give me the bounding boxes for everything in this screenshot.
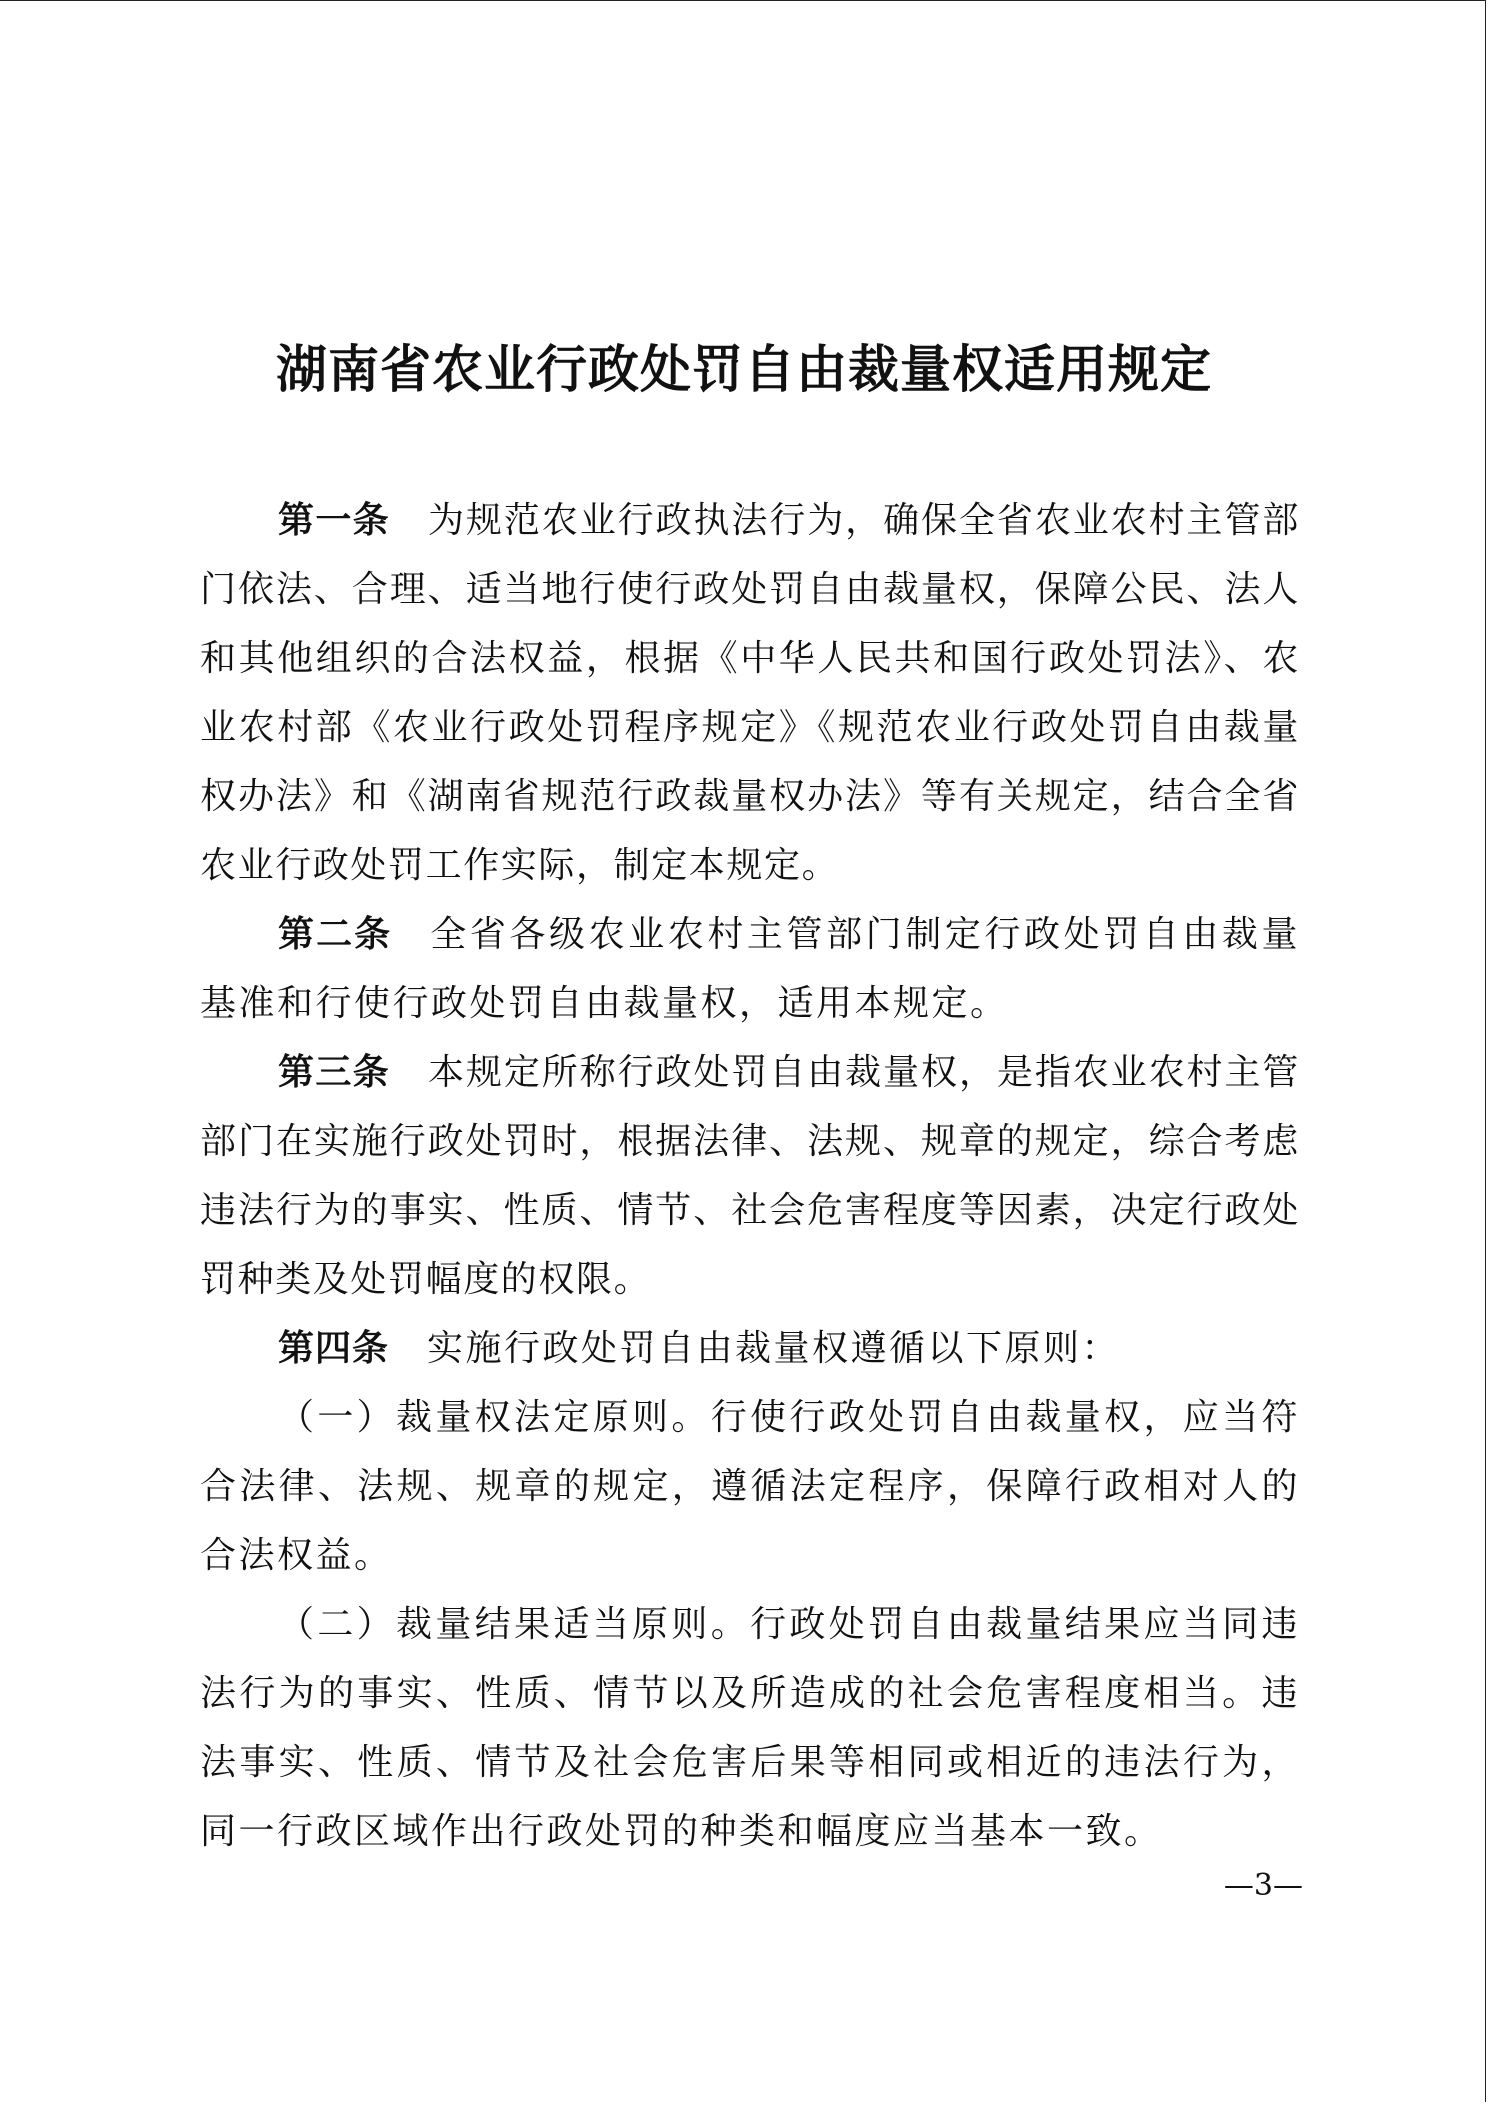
- document-title: 湖南省农业行政处罚自由裁量权适用规定: [275, 341, 1212, 400]
- list-item-paragraph: [200, 1383, 1300, 1590]
- document-body: [200, 486, 1300, 1866]
- article-text: 为规范农业行政执法行为，确保全省农业农村主管部门依法、合理、适当地行使行政处罚自由裁量权，保障公民、法人和其他组织的合法权益，根据《中华人民共和国行政处罚法》、农业农村部《农业行政处罚程序规定》《规范农业行政处罚自由裁量权办法》和《湖南省规范行政裁量权办法》等有关规定，结合全省农业行政处罚工作实际，制定本规定。: [200, 500, 1300, 886]
- article-number: 第三条: [278, 1052, 390, 1093]
- list-item-text: （二）裁量结果适当原则。行政处罚自由裁量结果应当同违法行为的事实、性质、情节以及所造成的社会危害程度相当。违法事实、性质、情节及社会危害后果等相同或相近的违法行为，同一行政区域作出行政处罚的种类和幅度应当基本一致。: [200, 1604, 1300, 1852]
- article-number: 第四条: [278, 1328, 390, 1369]
- page-number: —3—: [1223, 1868, 1303, 1903]
- article-text: 本规定所称行政处罚自由裁量权，是指农业农村主管部门在实施行政处罚时，根据法律、法规、规章的规定，综合考虑违法行为的事实、性质、情节、社会危害程度等因素，决定行政处罚种类及处罚幅度的权限。: [200, 1052, 1300, 1300]
- article-paragraph: [200, 1314, 1300, 1383]
- article-text: 全省各级农业农村主管部门制定行政处罚自由裁量基准和行使行政处罚自由裁量权，适用本规定。: [200, 914, 1300, 1024]
- article-paragraph: [200, 486, 1300, 900]
- article-text: 实施行政处罚自由裁量权遵循以下原则：: [427, 1328, 1121, 1369]
- article-number: 第一条: [278, 500, 390, 541]
- article-paragraph: [200, 1038, 1300, 1314]
- article-paragraph: [200, 900, 1300, 1038]
- list-item-text: （一）裁量权法定原则。行使行政处罚自由裁量权，应当符合法律、法规、规章的规定，遵循法定程序，保障行政相对人的合法权益。: [200, 1397, 1300, 1576]
- article-number: 第二条: [278, 914, 393, 955]
- list-item-paragraph: [200, 1590, 1300, 1866]
